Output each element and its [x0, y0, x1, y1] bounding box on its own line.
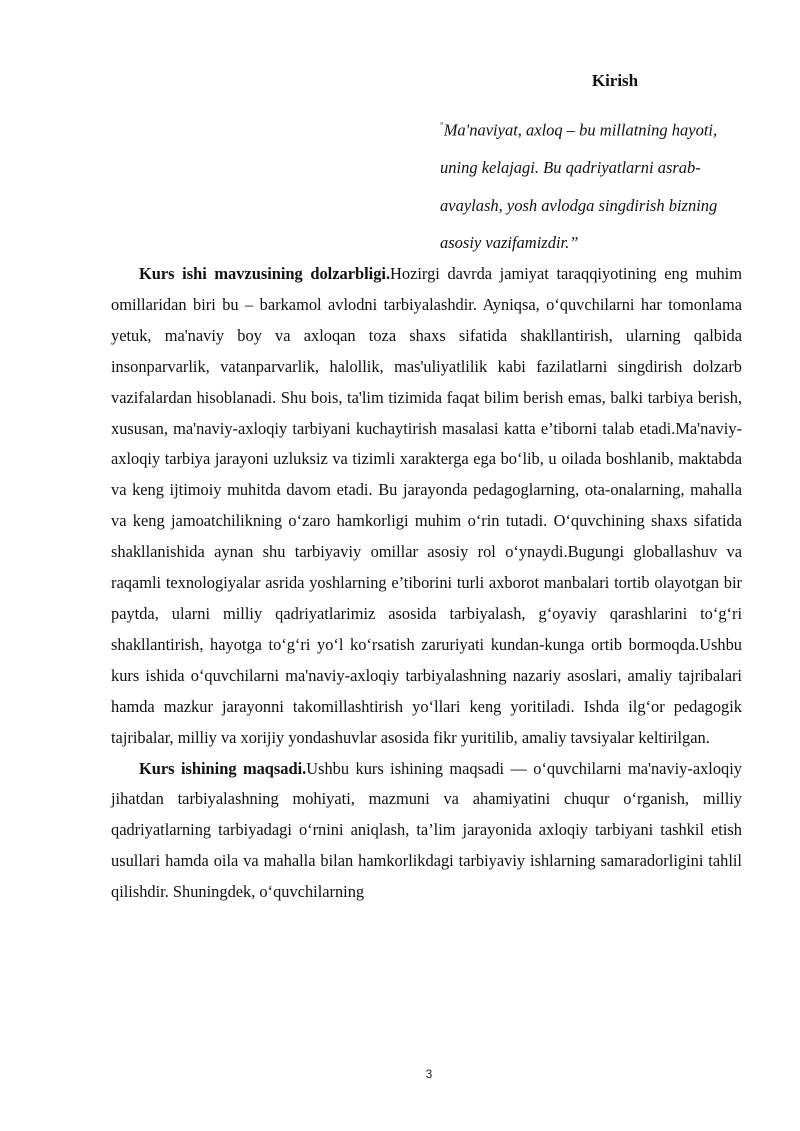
epigraph-text: Ma'naviyat, axloq – bu millatning hayoti, uning kelajagi. Bu qadriyatlarni asrab-avaylash, yosh avlodga singdirish bizning asosiy vazifamizdir.”: [440, 120, 718, 252]
page-number: 3: [425, 1067, 433, 1081]
body-text: [111, 259, 742, 908]
paragraph-purpose-lead: Kurs ishining maqsadi.: [139, 758, 307, 778]
paragraph-purpose-text: Ushbu kurs ishining maqsadi — o‘quvchilarni ma'naviy-axloqiy jihatdan tarbiyalashning mohiyati, mazmuni va ahamiyatini chuqur o‘rganish, milliy qadriyatlarning tarbiyadagi o‘rnini aniqlash, ta’lim jarayonida axloqiy tarbiyani tashkil etish usullari hamda oila va mahalla bilan hamkorlikdagi tarbiyaviy ishlarning samaradorligini tahlil qilishdir. Shuningdek, o‘quvchilarning: [111, 758, 742, 902]
paragraph-purpose: [111, 754, 742, 909]
epigraph-open-quote: ": [440, 121, 444, 131]
paragraph-relevance-lead: Kurs ishi mavzusining dolzarbligi.: [139, 264, 391, 283]
paragraph-relevance: [111, 259, 742, 754]
epigraph-quote: [440, 108, 745, 262]
section-heading: Kirish: [591, 71, 639, 90]
paragraph-relevance-text: Hozirgi davrda jamiyat taraqqiyotining eng muhim omillaridan biri bu – barkamol avlodni tarbiyalashdir. Ayniqsa, o‘quvchilarni har tomonlama yetuk, ma'naviy boy va axloqan toza shaxs sifatida shakllantirish, ularning qalbida insonparvarlik, vatanparvarlik, halollik, mas'uliyatlilik kabi fazilatlarni singdirish dolzarb vazifalardan hisoblanadi. Shu bois, ta'lim tizimida faqat bilim berish emas, balki tarbiya berish, xususan, ma'naviy-axloqiy tarbiyani kuchaytirish masalasi katta e’tiborni talab etadi.Ma'naviy-axloqiy tarbiya jarayoni uzluksiz va tizimli xarakterga ega bo‘lib, u oilada boshlanib, maktabda va keng ijtimoiy muhitda davom etadi. Bu jarayonda pedagoglarning, ota-onalarning, mahalla va keng jamoatchilikning o‘zaro hamkorligi muhim o‘rin tutadi. O‘quvchining shaxs sifatida shakllanishida aynan shu tarbiyaviy omillar asosiy rol o‘ynaydi.Bugungi globallashuv va raqamli texnologiyalar asrida yoshlarning e’tiborini turli axborot manbalari tortib olayotgan bir paytda, ularni milliy qadriyatlarimiz asosida tarbiyalash, g‘oyaviy qarashlarini to‘g‘ri shakllantirish, hayotga to‘g‘ri yo‘l ko‘rsatish zaruriyati kundan-kunga ortib bormoqda.Ushbu kurs ishida o‘quvchilarni ma'naviy-axloqiy tarbiyalashning nazariy asoslari, amaliy tajribalari hamda mazkur jarayonni takomillashtirish yo‘llari keng yoritiladi. Ishda ilg‘or pedagogik tajribalar, milliy va xorijiy yondashuvlar asosida fikr yuritilib, amaliy tavsiyalar keltirilgan.: [111, 264, 742, 747]
